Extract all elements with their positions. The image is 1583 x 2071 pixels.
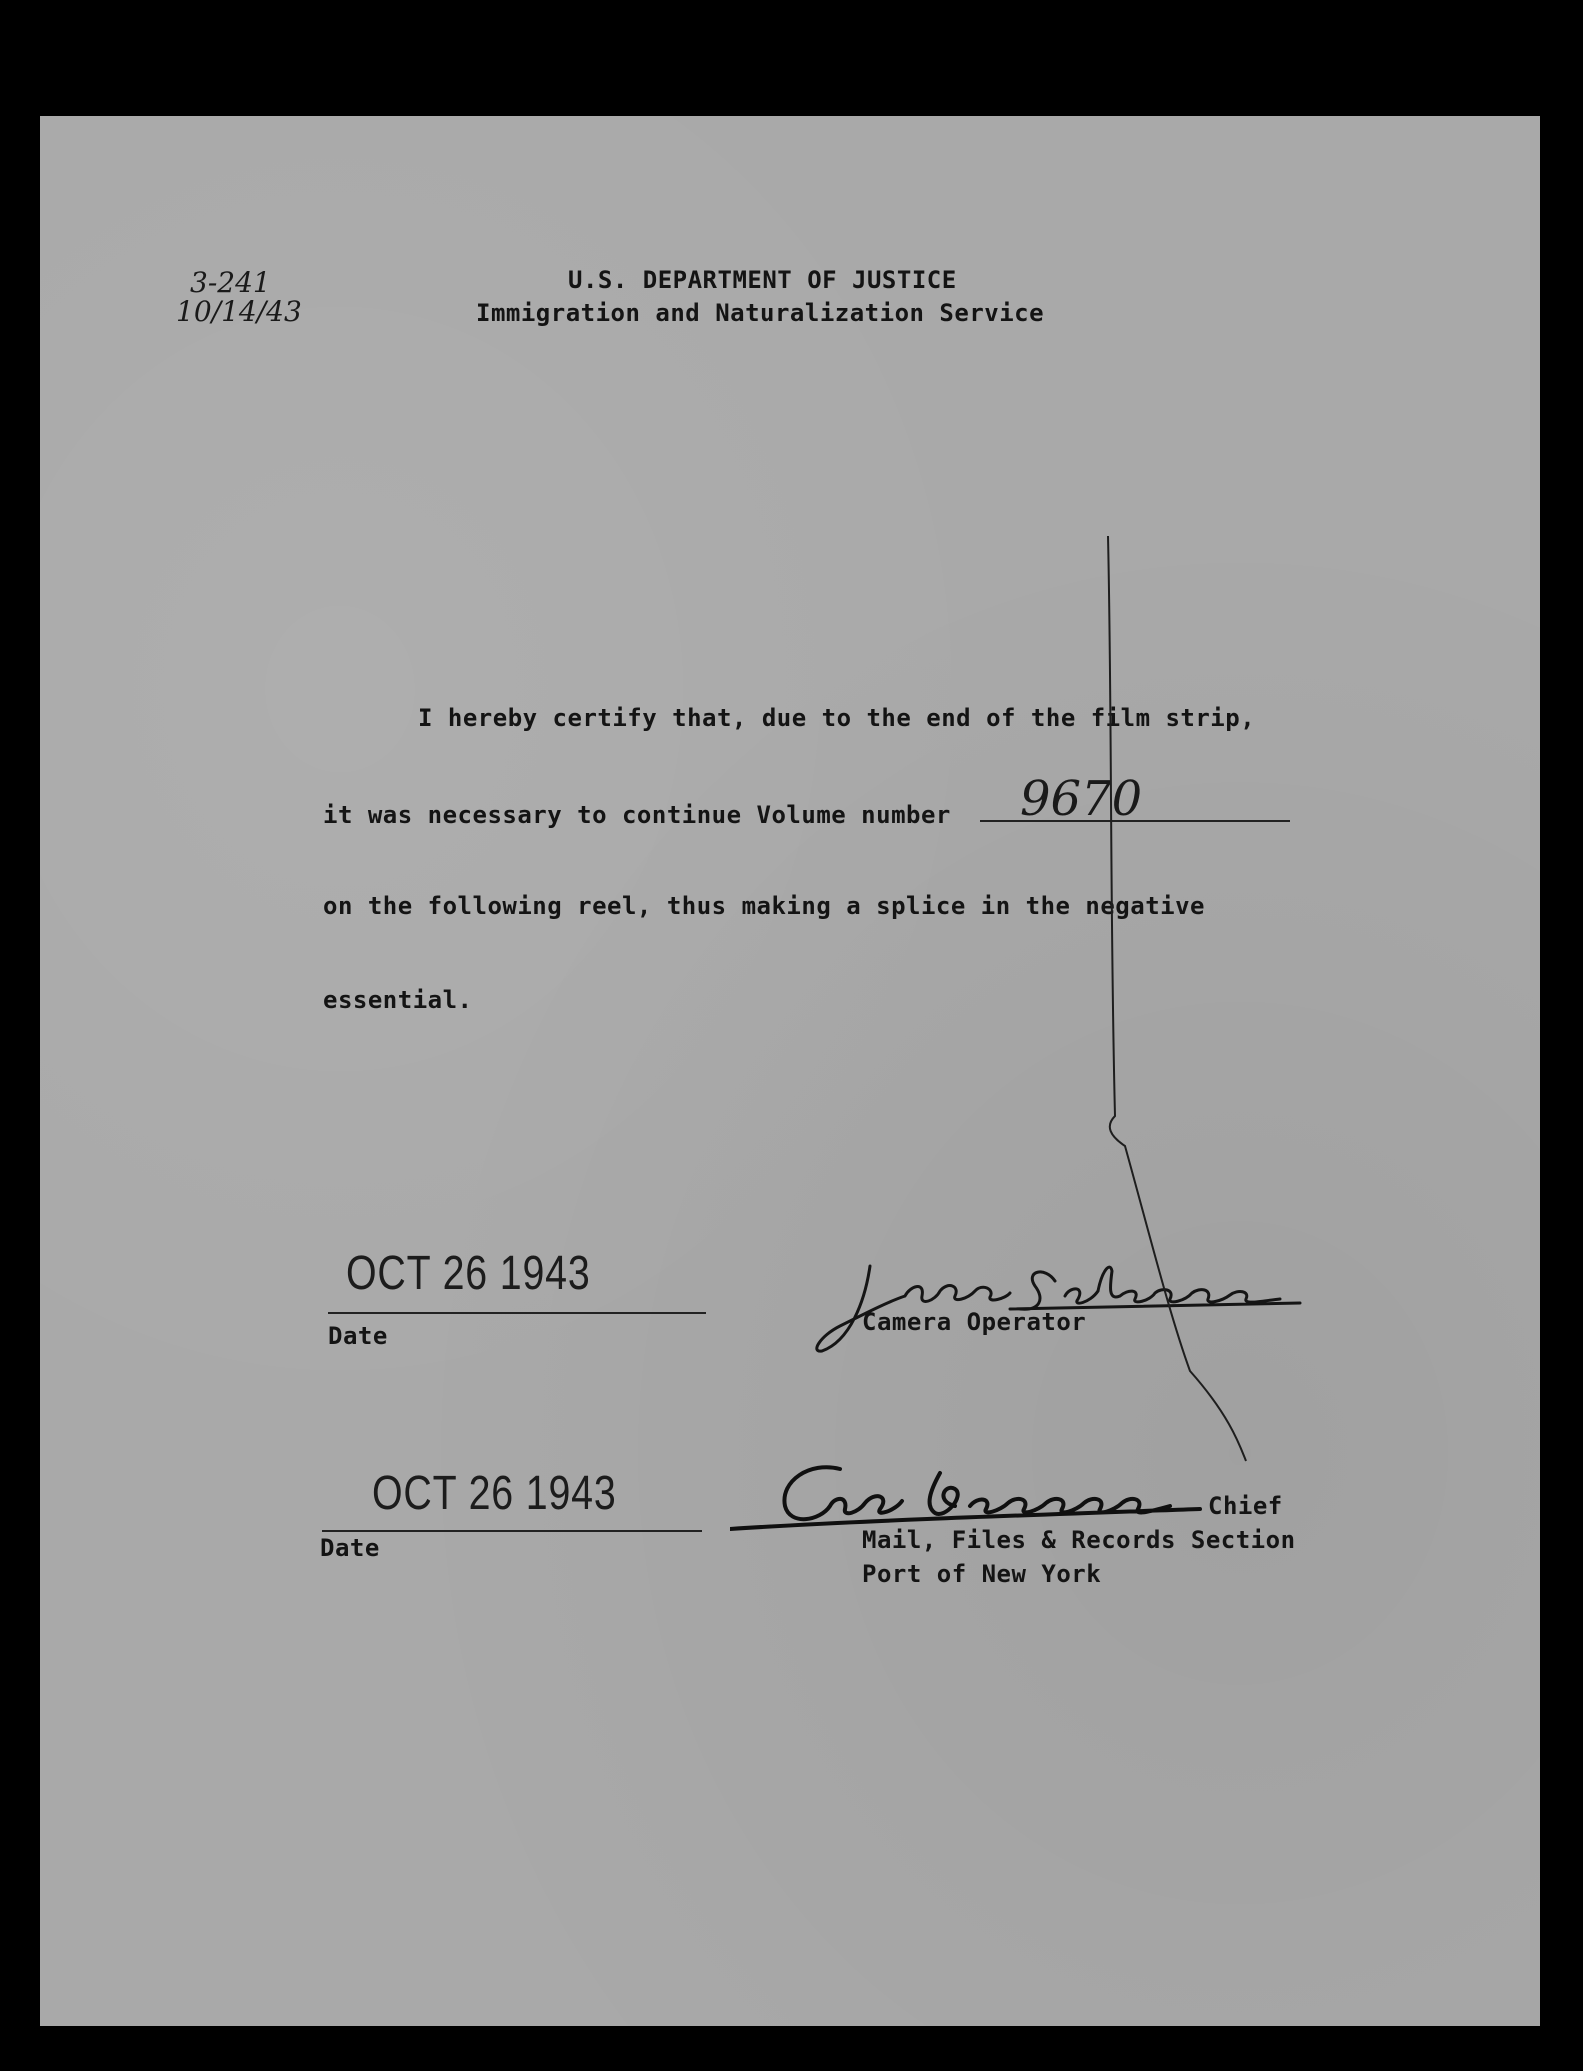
body-line-3: on the following reel, thus making a splice in the negative [323,892,1206,920]
form-date-text: 10/14/43 [176,295,302,329]
body-line-4: essential. [323,986,473,1014]
chief-section: Mail, Files & Records Section [862,1526,1296,1554]
volume-number-line [980,820,1290,822]
operator-date-stamp: OCT 26 1943 [346,1247,591,1300]
volume-number: 9670 [1020,771,1143,827]
film-crack-line [40,116,1540,2026]
header-service: Immigration and Naturalization Service [476,299,1045,327]
form-number [176,266,302,329]
chief-date-line [322,1530,702,1532]
chief-title: Chief [1208,1492,1283,1520]
body-line-1: I hereby certify that, due to the end of the film strip, [418,704,1256,732]
body-line-2: it was necessary to continue Volume number [323,801,951,829]
operator-date-line [328,1312,706,1314]
camera-operator-title: Camera Operator [862,1308,1087,1336]
header-department: U.S. DEPARTMENT OF JUSTICE [568,266,957,294]
chief-date-stamp: OCT 26 1943 [372,1467,617,1520]
document-sheet [40,116,1540,2026]
camera-operator-signature [810,1241,1330,1361]
chief-port: Port of New York [862,1560,1102,1588]
chief-date-label: Date [320,1534,380,1562]
form-number-text: 3-241 [190,266,271,299]
operator-date-label: Date [328,1322,388,1350]
